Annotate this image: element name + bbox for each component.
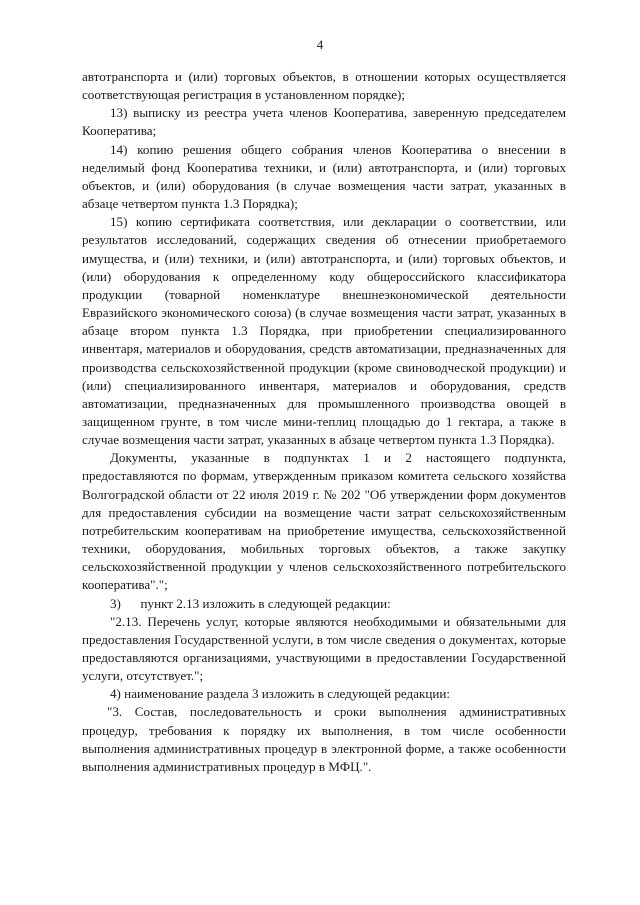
paragraph-documents: Документы, указанные в подпунктах 1 и 2 настоящего подпункта, предоставляются по формам, утвержденным приказом комитета сельского хозяйства Волгоградской области от 22 июля 2019 г. № 202 "Об утверждении форм документов для предоставления субсидии на возмещение части затрат сельскохозяйственным потребительским кооперативам на приобретение имущества, сельскохозяйственной техники, оборудования, мобильных торговых объектов, а также закупку сельскохозяйственной продукции у членов сельскохозяйственного потребительского кооператива"."; [82, 450, 566, 593]
paragraph-item-13: 13) выписку из реестра учета членов Кооператива, заверенную председателем Кооператива; [82, 105, 566, 139]
document-body [82, 68, 566, 776]
paragraph-item-4: 4) наименование раздела 3 изложить в следующей редакции: [110, 686, 451, 702]
paragraph-clause-2-13: "2.13. Перечень услуг, которые являются необходимыми и обязательными для предоставления Государственной услуги, в том числе сведения о документах, которые предоставляются организациями, участвующими в предоставлении Государственной услуги, отсутствует."; [82, 613, 566, 684]
paragraph-item-14: 14) копию решения общего собрания членов Кооператива о внесении в неделимый фонд Кооператива техники, и (или) автотранспорта, и (или) торговых объектов, и (или) оборудования (в случае возмещения части затрат, указанных в абзаце четвертом пункта 1.3 Порядка); [82, 141, 566, 212]
page-number: 4 [316, 37, 324, 52]
paragraph-continuation: автотранспорта и (или) торговых объектов, в отношении которых осуществляется соответствующая регистрация в установленном порядке); [82, 69, 566, 103]
paragraph-item-3: 3) пункт 2.13 изложить в следующей редакции: [110, 595, 391, 611]
paragraph-item-15: 15) копию сертификата соответствия, или декларации о соответствии, или результатов исследований, содержащих сведения об отнесении приобретаемого имущества, и (или) техники, и (или) автотранспорта, и (или) торговых объектов, и (или) оборудования к определенному коду общероссийского классификатора продукции (товарной номенклатуре внешнеэкономической деятельности Евразийского экономического союза) (в случае возмещения части затрат, указанных в абзаце втором пункта 1.3 Порядка, при приобретении специализированного инвентаря, материалов и оборудования, средств автоматизации, предназначенных для производства сельскохозяйственной продукции (кроме свиноводческой продукции) и (или) специализированного инвентаря, материалов и оборудования, средств автоматизации, предназначенных для промышленного производства овощей в защищенном грунте, в том числе мини-теплиц площадью до 1 гектара, а также в случае возмещения части затрат, указанных в абзаце четвертом пункта 1.3 Порядка). [82, 214, 566, 448]
paragraph-section-3: "3. Состав, последовательность и сроки выполнения административных процедур, требования к порядку их выполнения, в том числе особенности выполнения административных процедур в электронной форме, а также особенности выполнения административных процедур в МФЦ.". [82, 704, 566, 774]
